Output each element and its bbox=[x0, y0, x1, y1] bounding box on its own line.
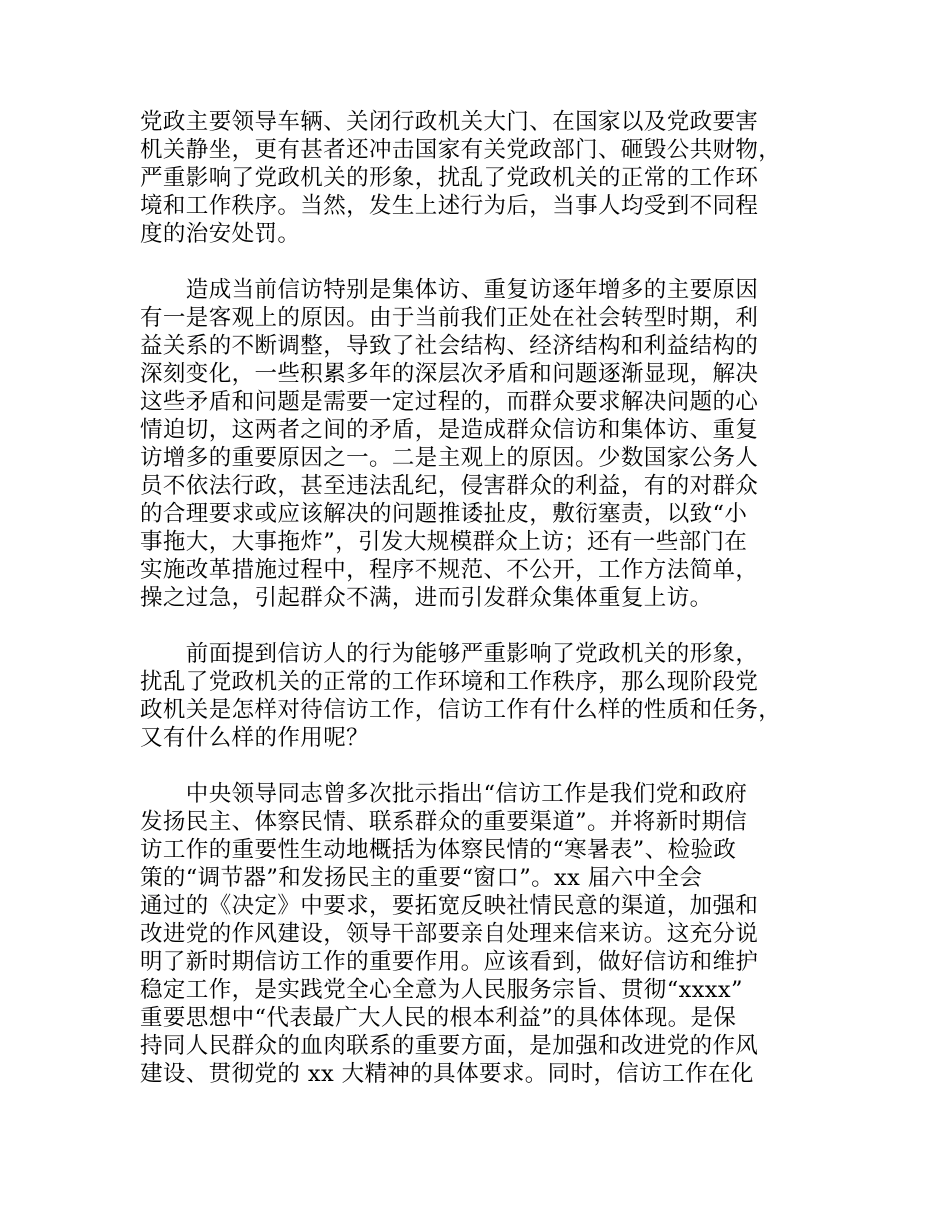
text-line: 通过的《决定》中要求，要拓宽反映社情民意的渠道，加强和 bbox=[140, 893, 759, 919]
text-line: 持同人民群众的血肉联系的重要方面，是加强和改进党的作风 bbox=[140, 1033, 759, 1059]
text-line: 访增多的重要原因之一。二是主观上的原因。少数国家公务人 bbox=[140, 445, 759, 471]
text-line: 扰乱了党政机关的正常的工作环境和工作秩序，那么现阶段党 bbox=[140, 669, 759, 695]
text-line: 发扬民主、体察民情、联系群众的重要渠道”。并将新时期信 bbox=[140, 809, 748, 835]
text-line: 建设、贯彻党的 xx 大精神的具体要求。同时，信访工作在化 bbox=[140, 1061, 754, 1087]
text-line: 员不依法行政，甚至违法乱纪，侵害群众的利益，有的对群众 bbox=[140, 473, 759, 499]
text-line: 明了新时期信访工作的重要作用。应该看到，做好信访和维护 bbox=[140, 949, 759, 975]
paragraph-4 bbox=[140, 780, 830, 1088]
text-line: 的合理要求或应该解决的问题推诿扯皮，敷衍塞责，以致“小 bbox=[140, 501, 748, 527]
paragraph-2 bbox=[140, 276, 830, 612]
text-line: 政机关是怎样对待信访工作，信访工作有什么样的性质和任务， bbox=[140, 697, 782, 723]
text-line: 策的“调节器”和发扬民主的重要“窗口”。xx 届六中全会 bbox=[140, 865, 703, 891]
text-line: 严重影响了党政机关的形象，扰乱了党政机关的正常的工作环 bbox=[140, 165, 759, 191]
text-line: 有一是客观上的原因。由于当前我们正处在社会转型时期，利 bbox=[140, 305, 759, 331]
text-line: 中央领导同志曾多次批示指出“信访工作是我们党和政府 bbox=[140, 781, 748, 807]
text-line: 度的治安处罚。 bbox=[140, 221, 301, 247]
text-line: 访工作的重要性生动地概括为体察民情的“寒暑表”、检验政 bbox=[140, 837, 737, 863]
text-line: 改进党的作风建设，领导干部要亲自处理来信来访。这充分说 bbox=[140, 921, 759, 947]
text-line: 前面提到信访人的行为能够严重影响了党政机关的形象， bbox=[140, 641, 759, 667]
text-line: 境和工作秩序。当然，发生上述行为后，当事人均受到不同程 bbox=[140, 193, 759, 219]
text-line: 重要思想中“代表最广大人民的根本利益”的具体体现。是保 bbox=[140, 1005, 737, 1031]
paragraph-1 bbox=[140, 108, 830, 248]
document-body bbox=[140, 108, 830, 1116]
text-line: 这些矛盾和问题是需要一定过程的，而群众要求解决问题的心 bbox=[140, 389, 759, 415]
text-line: 益关系的不断调整，导致了社会结构、经济结构和利益结构的 bbox=[140, 333, 759, 359]
paragraph-3 bbox=[140, 640, 830, 752]
text-line: 事拖大，大事拖炸”，引发大规模群众上访；还有一些部门在 bbox=[140, 529, 748, 555]
text-line: 情迫切，这两者之间的矛盾，是造成群众信访和集体访、重复 bbox=[140, 417, 759, 443]
text-line: 又有什么样的作用呢？ bbox=[140, 725, 370, 751]
text-line: 深刻变化，一些积累多年的深层次矛盾和问题逐渐显现，解决 bbox=[140, 361, 759, 387]
text-line: 实施改革措施过程中，程序不规范、不公开，工作方法简单， bbox=[140, 557, 759, 583]
text-line: 稳定工作，是实践党全心全意为人民服务宗旨、贯彻“xxxx” bbox=[140, 977, 743, 1003]
text-line: 机关静坐，更有甚者还冲击国家有关党政部门、砸毁公共财物， bbox=[140, 137, 782, 163]
text-line: 党政主要领导车辆、关闭行政机关大门、在国家以及党政要害 bbox=[140, 109, 759, 135]
text-line: 操之过急，引起群众不满，进而引发群众集体重复上访。 bbox=[140, 585, 713, 611]
text-line: 造成当前信访特别是集体访、重复访逐年增多的主要原因 bbox=[140, 277, 759, 303]
